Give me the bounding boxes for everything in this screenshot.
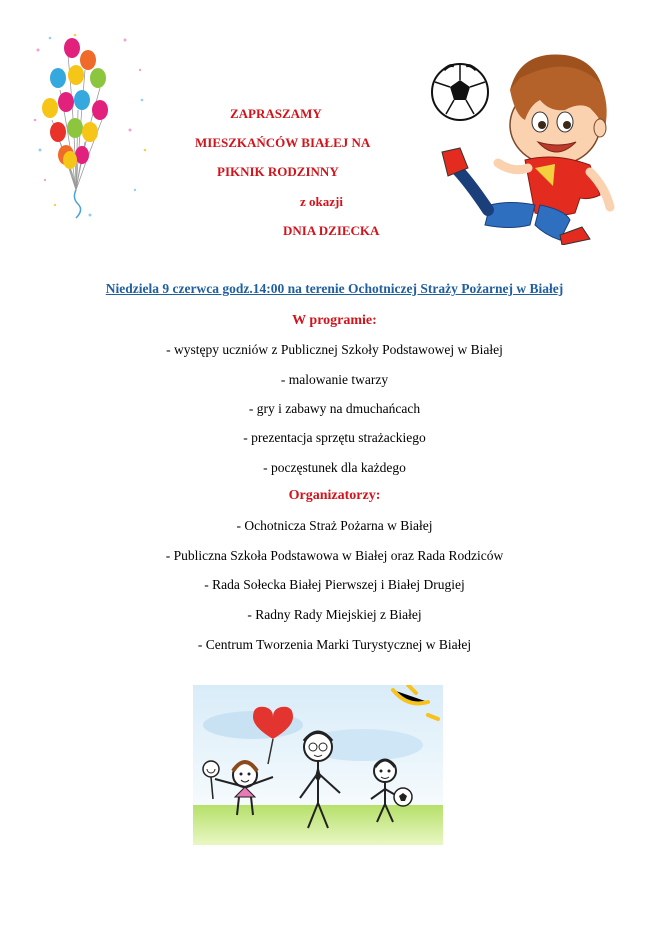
- invitation-line-5: DNIA DZIECKA: [283, 223, 380, 238]
- event-date-place[interactable]: Niedziela 9 czerwca godz.14:00 na terenie Ochotniczej Straży Pożarnej w Białej: [105, 281, 564, 296]
- soccer-boy-illustration: [430, 40, 630, 245]
- stick-family-illustration: [193, 685, 443, 845]
- program-item: - występy uczniów z Publicznej Szkoły Podstawowej w Białej: [166, 342, 503, 357]
- invitation-line-2: MIESZKAŃCÓW BIAŁEJ NA: [195, 135, 371, 150]
- balloons-illustration: [30, 30, 150, 230]
- organizer-item: - Rada Sołecka Białej Pierwszej i Białej Drugiej: [204, 577, 465, 592]
- invitation-line-1: ZAPRASZAMY: [230, 106, 322, 121]
- program-heading: W programie:: [292, 313, 377, 328]
- program-item: - malowanie twarzy: [280, 372, 389, 387]
- organizers-heading: Organizatorzy:: [288, 488, 381, 503]
- organizer-item: - Publiczna Szkoła Podstawowa w Białej oraz Rada Rodziców: [165, 548, 504, 563]
- organizer-item: - Ochotnicza Straż Pożarna w Białej: [236, 518, 433, 533]
- organizer-item: - Radny Rady Miejskiej z Białej: [247, 607, 422, 622]
- invitation-line-4: z okazji: [300, 194, 343, 209]
- organizer-item: - Centrum Tworzenia Marki Turystycznej w Białej: [197, 637, 472, 652]
- invitation-line-3: PIKNIK RODZINNY: [217, 164, 339, 179]
- program-item: - gry i zabawy na dmuchańcach: [248, 401, 421, 416]
- program-item: - prezentacja sprzętu strażackiego: [243, 430, 426, 445]
- program-item: - poczęstunek dla każdego: [263, 460, 406, 475]
